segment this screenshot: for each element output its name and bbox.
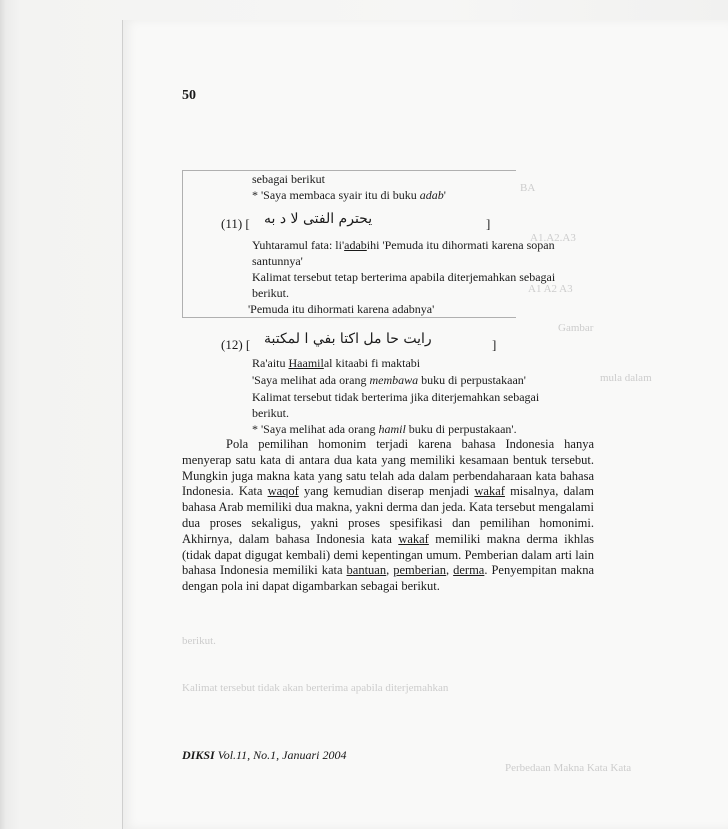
text-span: buku di perpustakaan' (418, 373, 526, 387)
underlined-term: bantuan (346, 563, 387, 578)
example-11-number: (11) [ (221, 216, 250, 231)
example-12-gloss-starred (252, 421, 517, 437)
body-paragraph (182, 437, 594, 595)
bleed-through: BA (520, 182, 536, 194)
underlined-term: derma (453, 563, 485, 578)
bleed-through: Gambar (558, 322, 594, 334)
underlined-term: waqof (267, 484, 299, 499)
example-12-gloss (252, 372, 526, 388)
example-12-arabic: رايت حا مل اكتا بفي ا لمكتبة (264, 331, 432, 347)
underlined-term: wakaf (398, 531, 429, 546)
journal-name: DIKSI (182, 748, 215, 762)
text-span: , (445, 563, 454, 578)
text-span: yang kemudian diserap menjadi (298, 484, 475, 499)
example-12-close: ] (492, 337, 497, 352)
underlined-term: wakaf (474, 484, 505, 499)
example-11-close: ] (486, 216, 491, 231)
italic-term: membawa (369, 373, 419, 387)
journal-issue: Vol.11, No.1, Januari 2004 (214, 748, 347, 762)
example-12-note-cont: berikut. (252, 406, 289, 420)
text-span: memiliki makna derma ikhlas (tidak dapat digugat kembali) demi kepentingan umum. Pemberian dalam arti lain bahasa Indonesia memiliki kata (182, 531, 595, 578)
example-11-translit-cont: santunnya' (252, 254, 303, 268)
text-span: * 'Saya melihat ada orang (252, 422, 379, 436)
underlined-term: adab (344, 238, 367, 252)
example-11-translit (252, 237, 555, 253)
bleed-through: A1 A2 A3 (528, 283, 573, 295)
text-span: . Penyempitan makna dengan pola ini dapat digambarkan sebagai berikut. (182, 563, 595, 594)
example-12-note: Kalimat tersebut tidak berterima jika diterjemahkan sebagai (252, 390, 540, 404)
example-intro-line1: sebagai berikut (252, 172, 325, 186)
text-span: Yuhtaramul fata: li' (252, 238, 345, 252)
example-12-translit (252, 355, 420, 371)
example-intro-line2 (252, 187, 446, 203)
underlined-term: Haamil (288, 356, 324, 370)
text-span: al kitaabi fi maktabi (323, 356, 421, 370)
text-span: , (386, 563, 394, 578)
example-11-note-cont: berikut. (252, 286, 289, 300)
text-span: Pola pemilihan homonim terjadi karena bahasa Indonesia hanya menyerap satu kata di antara dua kata yang memiliki kesamaan bentuk tersebut. Mungkin juga makna kata yang satu telah ada dalam perbendaharaan kata bahasa Indonesia. Kata (182, 437, 594, 499)
paragraph-text (182, 437, 594, 595)
italic-term: adab (419, 188, 444, 202)
example-12-number: (12) [ (221, 337, 251, 352)
text-span: 'Saya melihat ada orang (252, 373, 370, 387)
italic-term: hamil (378, 422, 406, 436)
example-11-gloss: 'Pemuda itu dihormati karena adabnya' (248, 302, 435, 316)
example-11-arabic: يحترم الفتى لا د به (264, 211, 373, 227)
example-11-note: Kalimat tersebut tetap berterima apabila diterjemahkan sebagai (252, 270, 556, 284)
text-span: * 'Saya membaca syair itu di buku (252, 188, 420, 202)
underlined-term: pemberian (393, 563, 446, 578)
text-span: ihi 'Pemuda itu dihormati karena sopan (366, 238, 555, 252)
bleed-through: Kalimat tersebut tidak akan berterima apabila diterjemahkan (182, 682, 449, 694)
journal-footer (182, 748, 346, 763)
text-span: ' (443, 188, 446, 202)
text-span: Ra'aitu (252, 356, 289, 370)
bleed-through: mula dalam (600, 372, 652, 384)
text-span: misalnya, dalam bahasa Arab memiliki dua makna, yakni derma dan jeda. Kata tersebut mengalami dua proses sekaligus, yakni proses spesifikasi dan pemilihan homonimi. Akhirnya, dalam bahasa Indonesia kata (182, 484, 595, 546)
bleed-through: Perbedaan Makna Kata Kata (505, 762, 632, 774)
page-number: 50 (182, 88, 196, 103)
bleed-through: A1.A2.A3 (530, 232, 576, 244)
bleed-through: berikut. (182, 635, 216, 647)
text-span: buku di perpustakaan'. (405, 422, 517, 436)
